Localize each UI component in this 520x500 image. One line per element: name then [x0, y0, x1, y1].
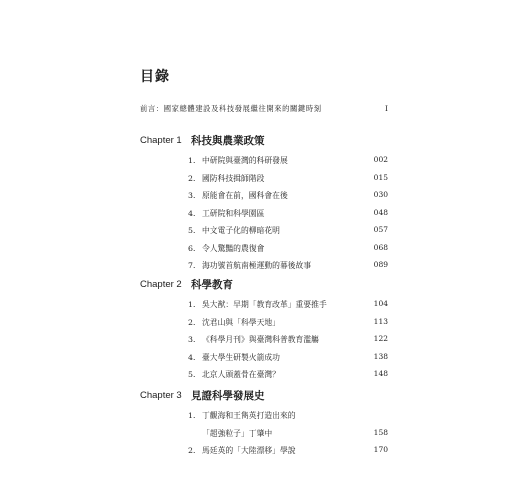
list-item [140, 317, 388, 335]
entry-page: 148 [373, 369, 388, 378]
entry-number: 2． [188, 317, 201, 327]
entry-page: 068 [373, 242, 388, 252]
entry-number: 1． [188, 411, 201, 420]
list-item [140, 299, 388, 317]
chapter-title: 科技與農業政策 [191, 135, 265, 147]
entry-title: 丁觀海和王雋英打造出來的 [202, 411, 296, 420]
entry-number: 1． [188, 300, 201, 309]
entry-number: 2． [188, 173, 201, 183]
entry-number: 6． [188, 243, 201, 253]
entry-number: 2． [188, 446, 201, 455]
entry-title: 臺大學生研製火箭成功 [202, 352, 280, 362]
entry-title: 北京人頭蓋骨在臺灣？ [202, 370, 280, 379]
entry-page: 170 [373, 445, 388, 454]
entry-page: 104 [373, 299, 388, 308]
entry-title: 沈君山與「科學天地」 [202, 317, 280, 327]
list-item [140, 428, 388, 446]
chapter-3 [140, 389, 388, 463]
toc-title: 目錄 [140, 69, 170, 85]
list-item [140, 173, 388, 191]
entry-number: 5． [188, 226, 201, 235]
chapter-2 [140, 278, 388, 387]
entry-title: 海功號首航南極運動的幕後故事 [202, 261, 312, 270]
list-item [140, 352, 388, 370]
entry-page: 122 [373, 334, 388, 343]
chapter-heading [140, 389, 388, 405]
list-item [140, 190, 388, 208]
entry-list [140, 299, 388, 387]
list-item [140, 208, 388, 226]
entry-page: 002 [373, 155, 388, 164]
chapter-heading [140, 134, 388, 150]
entry-number: 3． [188, 335, 201, 344]
entry-title: 國防科技揖師階段 [202, 173, 265, 183]
entry-page: 030 [373, 190, 388, 199]
entry-title: 馬廷英的「大陸漂移」學說 [202, 446, 296, 455]
entry-page: 158 [373, 427, 388, 437]
list-item [140, 243, 388, 261]
entry-title: 原能會在前，國科會在後 [202, 191, 288, 200]
preface-entry [140, 104, 388, 116]
list-item [140, 445, 388, 463]
chapter-heading [140, 278, 388, 294]
list-item [140, 225, 388, 243]
entry-number: 5． [188, 370, 201, 379]
entry-title: 令人驚豔的農復會 [202, 243, 265, 253]
chapter-number: Chapter 2 [140, 279, 182, 290]
list-item [140, 260, 388, 278]
entry-title: 中研院與臺灣的科研發展 [202, 156, 288, 165]
preface-text: 前言：國家總體建設及科技發展繼往開來的關鍵時刻 [140, 104, 322, 113]
list-item [140, 334, 388, 352]
chapter-1 [140, 134, 388, 278]
entry-list [140, 155, 388, 278]
entry-title: 中文電子化的柳暗花明 [202, 226, 280, 235]
entry-title: 吳大猷：早期「教育改革」重要推手 [202, 300, 327, 309]
list-item [140, 410, 388, 428]
entry-number: 4． [188, 352, 201, 362]
chapter-title: 見證科學發展史 [191, 390, 265, 402]
entry-number: 4． [188, 208, 201, 218]
entry-title: 《科學月刊》與臺灣科普教育濫觴 [202, 335, 319, 344]
list-item [140, 369, 388, 387]
entry-number: 7． [188, 261, 201, 270]
entry-page: 113 [373, 316, 388, 326]
entry-list [140, 410, 388, 463]
entry-page: 015 [373, 172, 388, 182]
chapter-title: 科學教育 [191, 279, 233, 291]
chapter-number: Chapter 1 [140, 135, 182, 146]
entry-page: 089 [373, 260, 388, 269]
entry-number: 1． [188, 156, 201, 165]
preface-page: I [385, 104, 388, 113]
entry-page: 138 [373, 351, 388, 361]
entry-title: 工研院和科學園區 [202, 208, 265, 218]
entry-title-continued: 「超強粒子」丁肇中 [202, 428, 273, 438]
entry-page: 048 [373, 207, 388, 217]
entry-page: 057 [373, 225, 388, 234]
list-item [140, 155, 388, 173]
entry-number: 3． [188, 191, 201, 200]
chapter-number: Chapter 3 [140, 390, 182, 401]
